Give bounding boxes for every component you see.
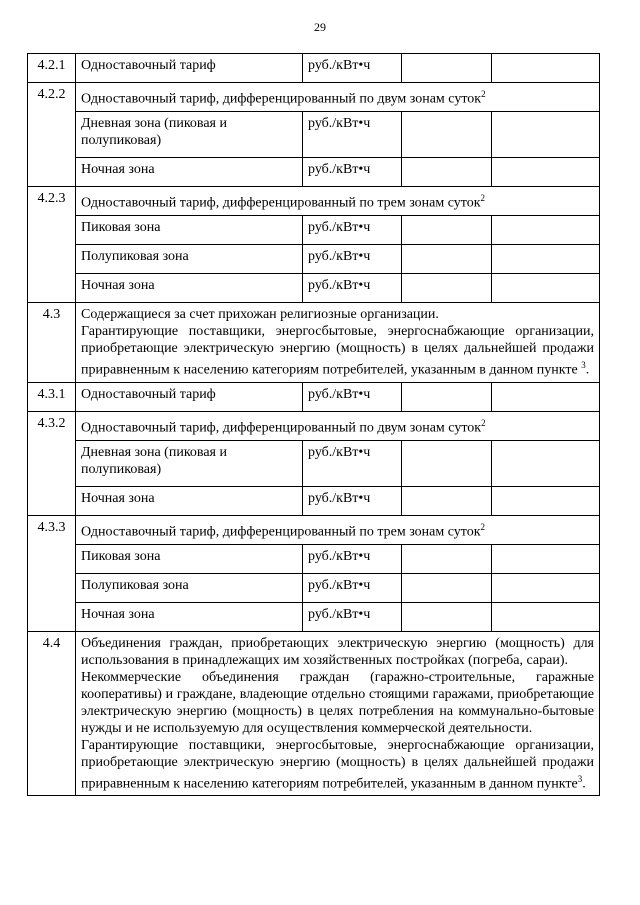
value-cell [492,544,600,573]
description-paragraph: Гарантирующие поставщики, энергосбытовые, энергоснабжающие организации, приобретающие электрическую энергию (мощность) в целях дальнейшей продажи приравненным к населению категориям потребителей, указанным в данном пункте$^3$. [81,737,594,792]
description-paragraph: Гарантирующие поставщики, энергосбытовые, энергоснабжающие организации, приобретающие электрическую энергию (мощность) в целях дальнейшей продажи приравненным к населению категориям потребителей, указанным в данном пункте $^3$. [81,324,594,378]
category-description [76,303,600,383]
zone-name: Ночная зона [76,486,303,515]
row-number: 4.2.2 [28,83,76,187]
row-number: 4.3.1 [28,382,76,411]
value-cell [492,112,600,158]
unit-cell: руб./кВт•ч [303,54,402,83]
description-paragraph: Объединения граждан, приобретающих электрическую энергию (мощность) для использования в принадлежащих им хозяйственных постройках (погреба, сараи). [81,635,594,668]
value-cell [492,382,600,411]
value-cell [402,440,492,486]
unit-cell: руб./кВт•ч [303,486,402,515]
value-cell [492,158,600,187]
zone-name: Пиковая зона [76,544,303,573]
section-title: Одноставочный тариф, дифференцированный по двум зонам суток$^2$ [76,83,600,112]
table-row [28,245,600,274]
table-row [28,411,600,440]
value-cell [402,382,492,411]
value-cell [402,486,492,515]
row-number: 4.4 [28,631,76,796]
value-cell [402,573,492,602]
value-cell [492,573,600,602]
value-cell [402,544,492,573]
row-number: 4.3.3 [28,515,76,631]
page-number: 29 [314,20,326,34]
zone-name: Дневная зона (пиковая и полупиковая) [76,440,303,486]
zone-name: Дневная зона (пиковая и полупиковая) [76,112,303,158]
table-row [28,573,600,602]
row-number: 4.2.1 [28,54,76,83]
zone-name: Ночная зона [76,602,303,631]
zone-name: Ночная зона [76,158,303,187]
value-cell [402,245,492,274]
unit-cell: руб./кВт•ч [303,216,402,245]
zone-name: Полупиковая зона [76,245,303,274]
table-row [28,602,600,631]
zone-name: Полупиковая зона [76,573,303,602]
value-cell [402,158,492,187]
tariff-table [27,53,600,796]
unit-cell: руб./кВт•ч [303,245,402,274]
unit-cell: руб./кВт•ч [303,382,402,411]
footnote-ref: 2 [480,193,485,203]
table-row [28,54,600,83]
value-cell [402,54,492,83]
unit-cell: руб./кВт•ч [303,544,402,573]
table-row [28,216,600,245]
table-row [28,303,600,383]
value-cell [492,54,600,83]
unit-cell: руб./кВт•ч [303,602,402,631]
value-cell [402,602,492,631]
section-title: Одноставочный тариф, дифференцированный по трем зонам суток$^2$ [76,187,600,216]
table-row [28,83,600,112]
unit-cell: руб./кВт•ч [303,440,402,486]
value-cell [492,274,600,303]
zone-name: Ночная зона [76,274,303,303]
row-number: 4.2.3 [28,187,76,303]
tariff-name: Одноставочный тариф [76,382,303,411]
section-title: Одноставочный тариф, дифференцированный по трем зонам суток$^2$ [76,515,600,544]
description-line: Содержащиеся за счет прихожан религиозные организации. [81,307,439,322]
table-row [28,112,600,158]
tariff-name: Одноставочный тариф [76,54,303,83]
unit-cell: руб./кВт•ч [303,573,402,602]
value-cell [402,112,492,158]
footnote-ref: 3 [581,360,586,370]
table-row [28,440,600,486]
table-row [28,274,600,303]
table-row [28,187,600,216]
footnote-ref: 2 [481,89,486,99]
table-row [28,544,600,573]
row-number: 4.3 [28,303,76,383]
value-cell [402,216,492,245]
description-paragraph: Некоммерческие объединения граждан (гаражно-строительные, гаражные кооперативы) и граждане, владеющие отдельно стоящими гаражами, приобретающие электрическую энергию (мощность) в целях потребления на коммунально-бытовые нужды и не используемую для осуществления коммерческой деятельности. [81,669,594,736]
unit-cell: руб./кВт•ч [303,158,402,187]
value-cell [492,216,600,245]
section-title: Одноставочный тариф, дифференцированный по двум зонам суток$^2$ [76,411,600,440]
footnote-ref: 2 [481,417,486,428]
table-row [28,382,600,411]
table-row [28,486,600,515]
value-cell [492,486,600,515]
value-cell [402,274,492,303]
footnote-ref: 3 [577,773,583,784]
unit-cell: руб./кВт•ч [303,112,402,158]
row-number: 4.3.2 [28,411,76,515]
zone-name: Пиковая зона [76,216,303,245]
value-cell [492,602,600,631]
value-cell [492,440,600,486]
category-description [76,631,600,796]
table-row [28,631,600,796]
unit-cell: руб./кВт•ч [303,274,402,303]
table-row [28,515,600,544]
footnote-ref: 2 [480,521,485,532]
value-cell [492,245,600,274]
table-row [28,158,600,187]
